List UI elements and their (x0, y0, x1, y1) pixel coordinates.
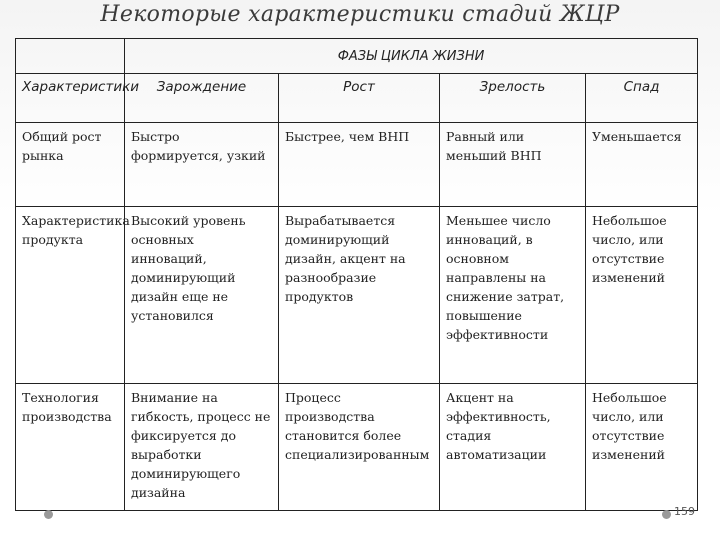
cell-growth: Вырабатывается доминирующий дизайн, акцент на разнообразие продуктов (279, 207, 440, 384)
column-header-maturity: Зрелость (440, 74, 586, 123)
empty-corner-cell (16, 39, 125, 74)
cell-maturity: Равный или меньший ВНП (440, 123, 586, 207)
phases-header-row (16, 39, 698, 74)
column-header-birth: Зарождение (125, 74, 279, 123)
column-header-row (16, 74, 698, 123)
column-header-decline: Спад (586, 74, 698, 123)
row-label: Характеристика продукта (16, 207, 125, 384)
phases-header: ФАЗЫ ЦИКЛА ЖИЗНИ (125, 39, 698, 74)
cell-growth: Процесс производства становится более специализированным (279, 384, 440, 511)
cell-birth: Внимание на гибкость, процесс не фиксируется до выработки доминирующего дизайна (125, 384, 279, 511)
cell-decline: Небольшое число, или отсутствие изменений (586, 207, 698, 384)
bullet-dot-icon (662, 510, 671, 519)
slide-title: Некоторые характеристики стадий ЖЦР (100, 2, 620, 27)
column-header-characteristics: Характеристики (16, 74, 125, 123)
table-row (16, 123, 698, 207)
row-label: Технология производства (16, 384, 125, 511)
page-number: 159 (674, 505, 695, 518)
cell-decline: Уменьшается (586, 123, 698, 207)
cell-birth: Высокий уровень основных инноваций, доминирующий дизайн еще не установился (125, 207, 279, 384)
cell-maturity: Акцент на эффективность, стадия автоматизации (440, 384, 586, 511)
cell-decline: Небольшое число, или отсутствие изменений (586, 384, 698, 511)
row-label: Общий рост рынка (16, 123, 125, 207)
cell-growth: Быстрее, чем ВНП (279, 123, 440, 207)
table-row (16, 207, 698, 384)
cell-birth: Быстро формируется, узкий (125, 123, 279, 207)
column-header-growth: Рост (279, 74, 440, 123)
lifecycle-table (15, 38, 698, 511)
cell-maturity: Меньшее число инноваций, в основном направлены на снижение затрат, повышение эффективности (440, 207, 586, 384)
bullet-dot-icon (44, 510, 53, 519)
table-row (16, 384, 698, 511)
